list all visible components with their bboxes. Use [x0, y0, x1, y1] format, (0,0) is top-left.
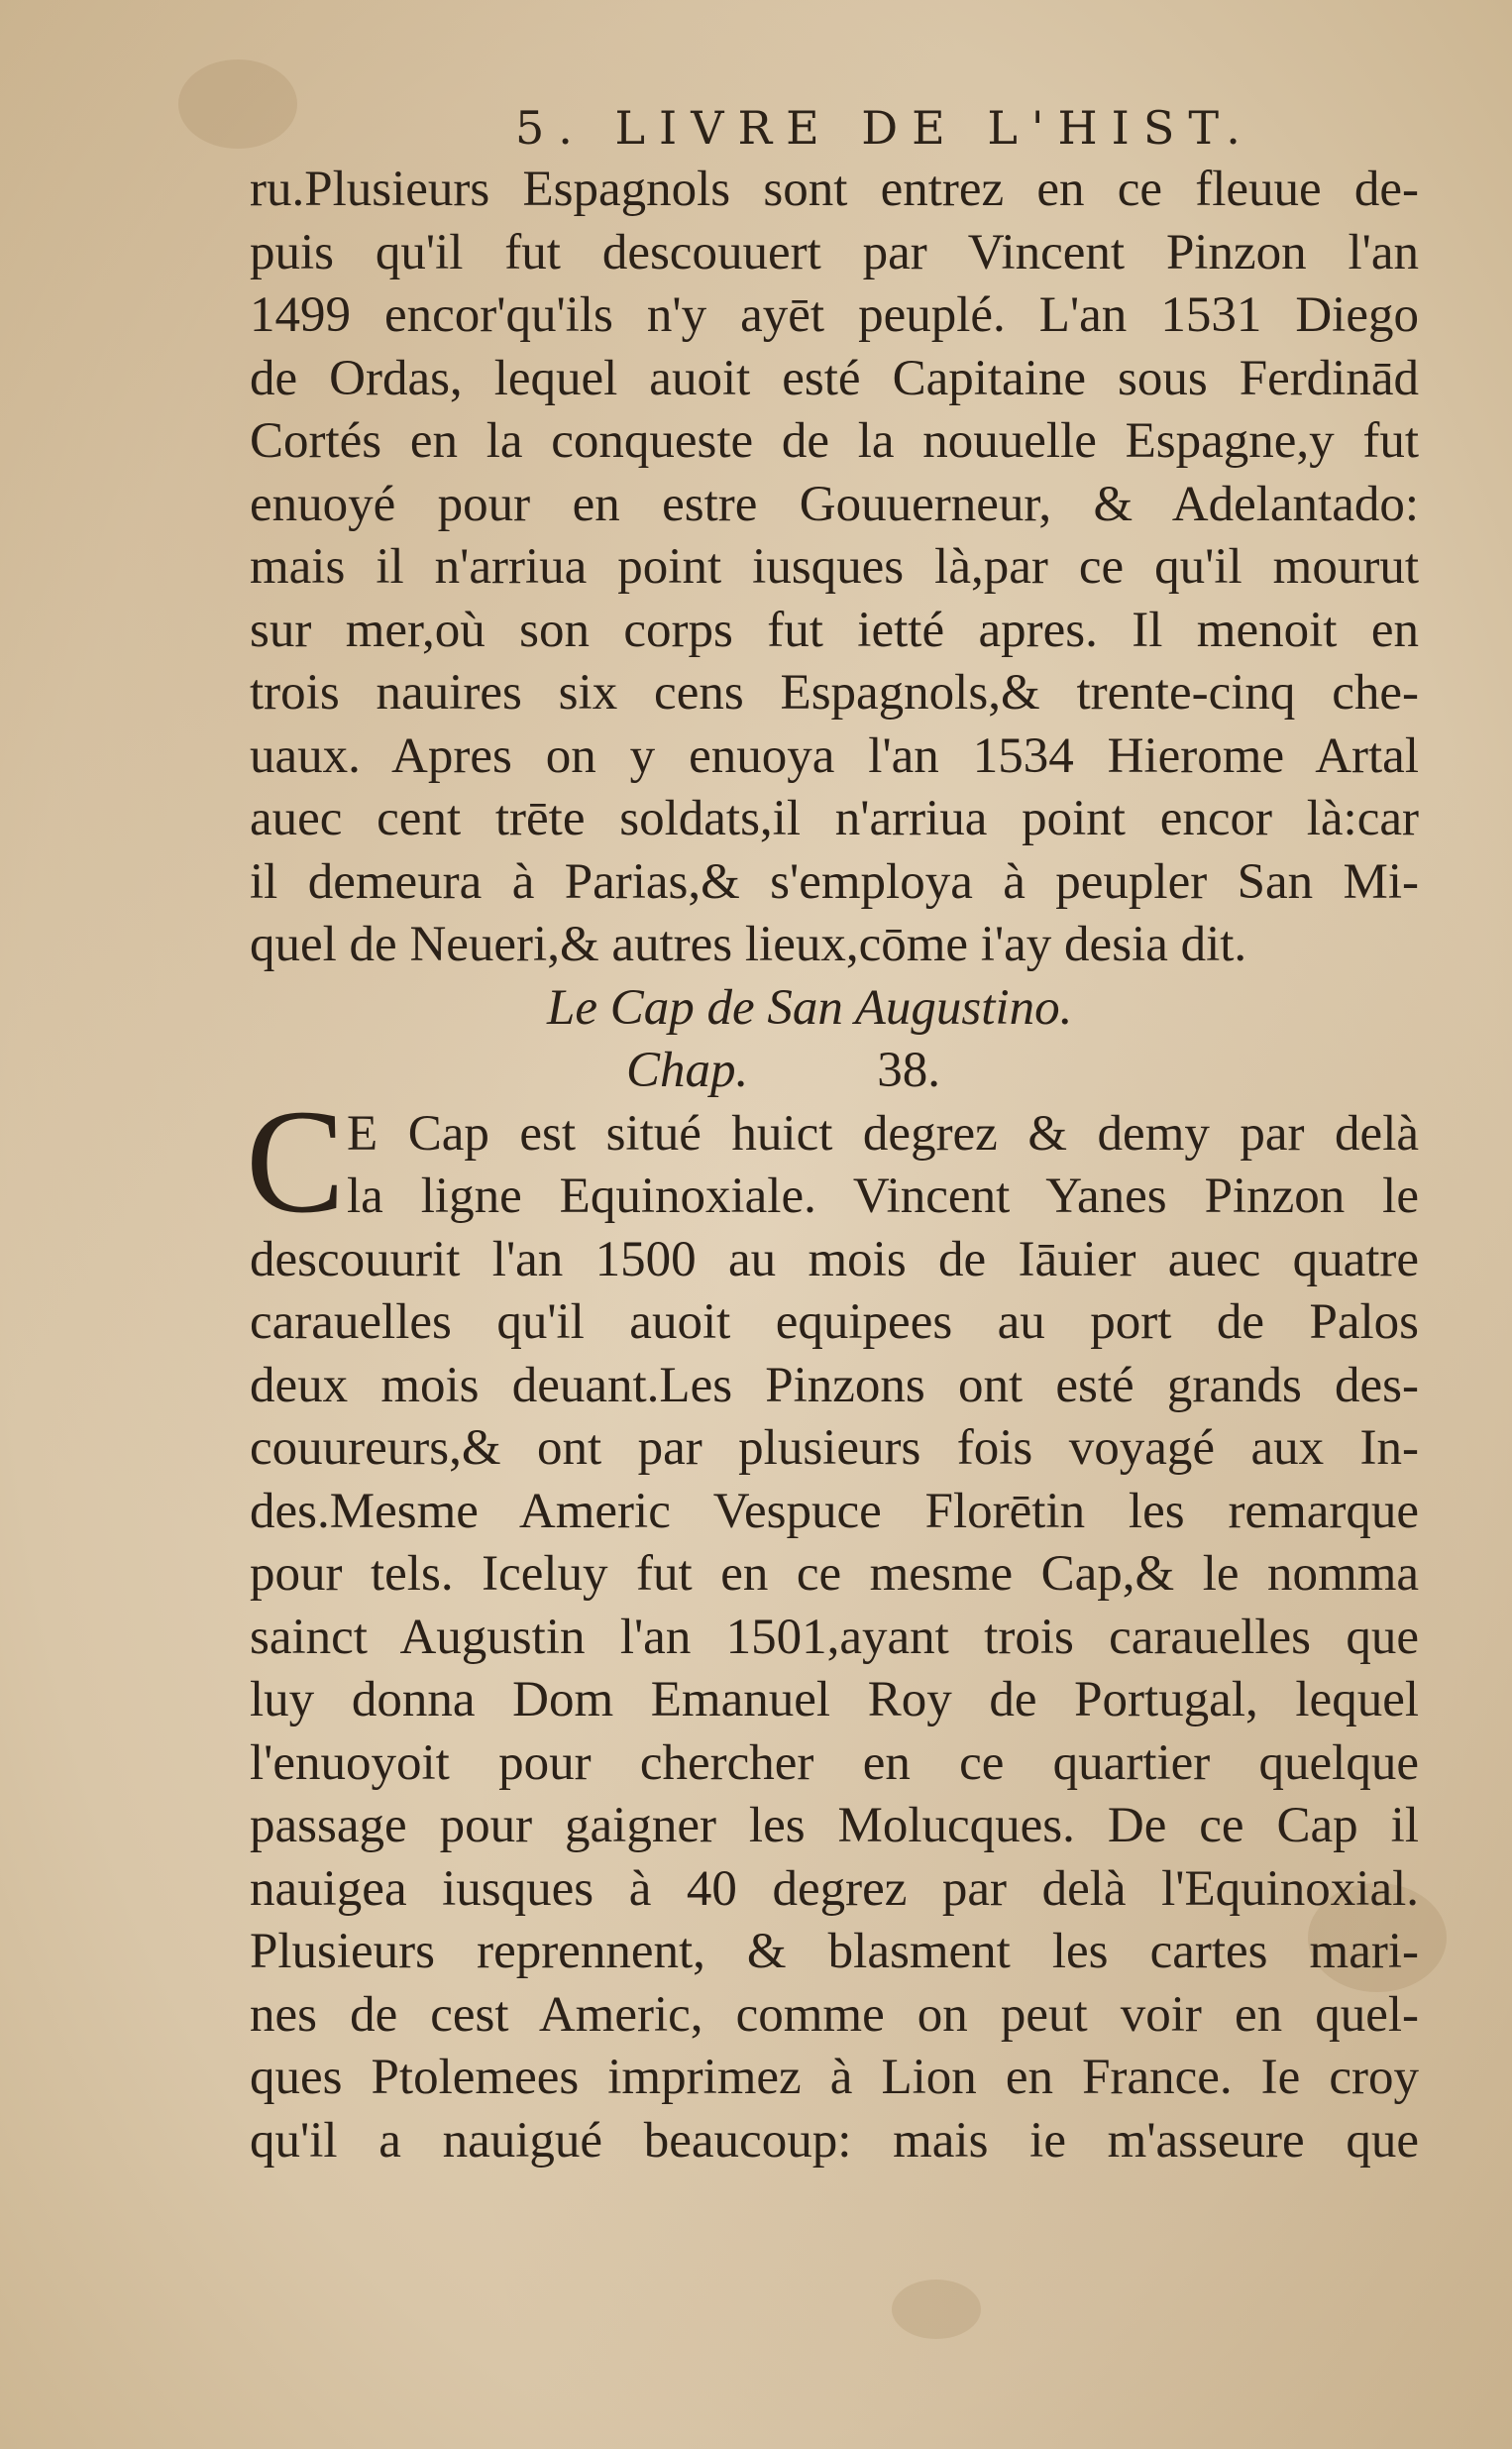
chapter-heading: [250, 1040, 1419, 1103]
text-line: qu'il a nauigué beaucoup: mais ie m'asseure que: [250, 2112, 1419, 2169]
paper-stain: [178, 59, 297, 149]
text-line: nes de cest Americ, comme on peut voir en quel-: [250, 1986, 1419, 2043]
text-line: ques Ptolemees imprimez à Lion en France. Ie croy: [250, 2050, 1419, 2105]
running-head: 5. LIVRE DE L'HIST.: [515, 101, 1254, 155]
drop-cap: C: [246, 1078, 346, 1244]
text-line: nauigea iusques à 40 degrez par delà l'Equinoxial.: [250, 1860, 1419, 1917]
text-line: l'enuoyoit pour chercher en ce quartier quelque: [250, 1734, 1419, 1791]
text-line: Plusieurs reprennent, & blasment les cartes mari-: [250, 1924, 1419, 1979]
text-line: 1499 encor'qu'ils n'y ayēt peuplé. L'an 1531 Diego: [250, 287, 1419, 343]
text-line: carauelles qu'il auoit equipees au port de Palos: [250, 1294, 1419, 1350]
text-line: auec cent trēte soldats,il n'arriua point encor là:car: [250, 791, 1419, 846]
text-line: pour tels. Iceluy fut en ce mesme Cap,& le nomma: [250, 1546, 1419, 1602]
text-line: sainct Augustin l'an 1501,ayant trois carauelles que: [250, 1609, 1419, 1665]
chapter-label: Chap.: [626, 1043, 749, 1098]
text-line: puis qu'il fut descouuert par Vincent Pinzon l'an: [250, 224, 1419, 280]
text-line: deux mois deuant.Les Pinzons ont esté grands des-: [250, 1357, 1419, 1413]
text-line: trois nauires six cens Espagnols,& trente-cinq che-: [250, 665, 1419, 721]
text-line: quel de Neueri,& autres lieux,cōme i'ay desia dit.: [250, 917, 1247, 972]
text-line: Cortés en la conqueste de la nouuelle Espagne,y fut: [250, 413, 1419, 469]
text-line: uaux. Apres on y enuoya l'an 1534 Hierome Artal: [250, 727, 1419, 784]
text-line: la ligne Equinoxiale. Vincent Yanes Pinzon le: [347, 1169, 1419, 1224]
text-line: ru.Plusieurs Espagnols sont entrez en ce fleuue de-: [250, 162, 1419, 217]
text-line: de Ordas, lequel auoit esté Capitaine sous Ferdinād: [250, 350, 1419, 406]
paper-stain: [892, 2280, 981, 2339]
paragraph-1: [250, 159, 1419, 977]
text-line: mais il n'arriua point iusques là,par ce qu'il mourut: [250, 539, 1419, 595]
text-line: passage pour gaigner les Molucques. De ce Cap il: [250, 1798, 1419, 1853]
text-line: des.Mesme Americ Vespuce Florētin les remarque: [250, 1483, 1419, 1539]
text-line: E Cap est situé huict degrez & demy par delà: [347, 1105, 1419, 1162]
text-line: sur mer,où son corps fut ietté apres. Il menoit en: [250, 602, 1419, 658]
text-line: enuoyé pour en estre Gouuerneur, & Adelantado:: [250, 476, 1419, 532]
section-title: Le Cap de San Augustino.: [547, 979, 1073, 1036]
chapter-number: 38.: [877, 1043, 941, 1098]
paragraph-2: [246, 1078, 1419, 2173]
text-line: luy donna Dom Emanuel Roy de Portugal, lequel: [250, 1672, 1419, 1727]
text-line: couureurs,& ont par plusieurs fois voyagé aux In-: [250, 1420, 1419, 1476]
body-text: [246, 159, 1419, 2172]
text-line: il demeura à Parias,& s'employa à peupler San Mi-: [250, 853, 1419, 910]
text-line: descouurit l'an 1500 au mois de Iāuier auec quatre: [250, 1231, 1419, 1287]
